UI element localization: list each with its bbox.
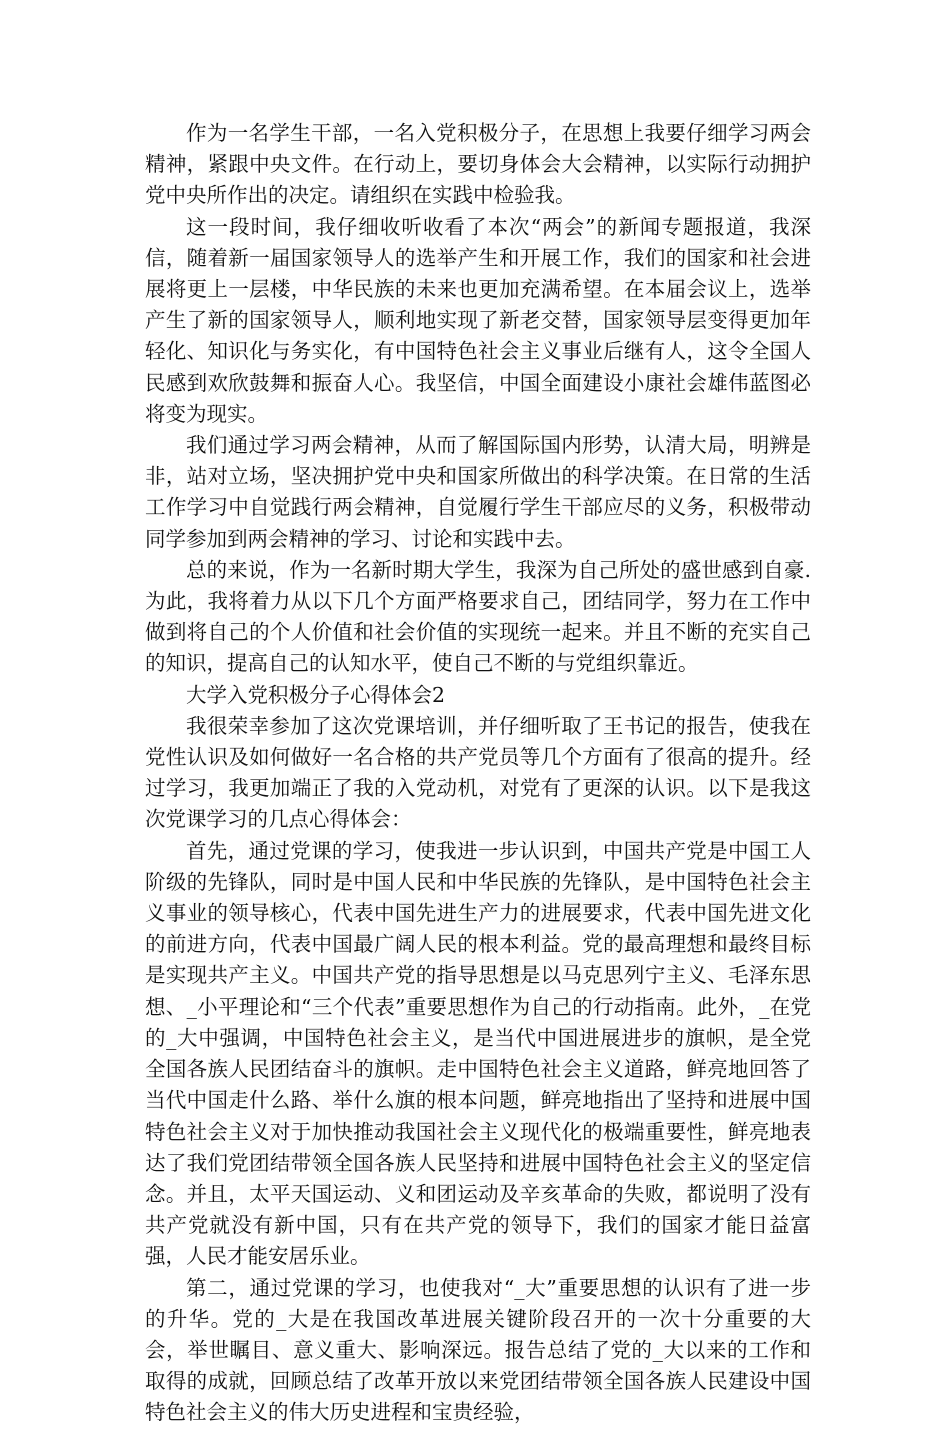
paragraph-2: 这一段时间，我仔细收听收看了本次“两会”的新闻专题报道，我深信，随着新一届国家领导人的选举产生和开展工作，我们的国家和社会进展将更上一层楼，中华民族的未来也更加充满希望。在本届会议上，选举产生了新的国家领导人，顺利地实现了新老交替，国家领导层变得更加年轻化、知识化与务实化，有中国特色社会主义事业后继有人，这令全国人民感到欢欣鼓舞和振奋人心。我坚信，中国全面建设小康社会雄伟蓝图必将变为现实。 xyxy=(145,214,811,426)
document-page xyxy=(145,118,811,1429)
paragraph-3: 我们通过学习两会精神，从而了解国际国内形势，认清大局，明辨是非，站对立场，坚决拥护党中央和国家所做出的科学决策。在日常的生活工作学习中自觉践行两会精神，自觉履行学生干部应尽的义务，积极带动同学参加到两会精神的学习、讨论和实践中去。 xyxy=(145,433,811,551)
paragraph-1: 作为一名学生干部，一名入党积极分子，在思想上我要仔细学习两会精神，紧跟中央文件。在行动上，要切身体会大会精神，以实际行动拥护党中央所作出的决定。请组织在实践中检验我。 xyxy=(145,121,811,208)
paragraph-5: 我很荣幸参加了这次党课培训，并仔细听取了王书记的报告，使我在党性认识及如何做好一名合格的共产党员等几个方面有了很高的提升。经过学习，我更加端正了我的入党动机，对党有了更深的认识。以下是我这次党课学习的几点心得体会： xyxy=(145,713,811,832)
paragraph-7: 第二，通过党课的学习，也使我对“_大”重要思想的认识有了进一步的升华。党的_大是在我国改革进展关键阶段召开的一次十分重要的大会，举世瞩目、意义重大、影响深远。报告总结了党的_大以来的工作和取得的成就，回顾总结了改革开放以来党团结带领全国各族人民建设中国特色社会主义的伟大历史进程和宝贵经验， xyxy=(145,1275,811,1425)
section-heading: 大学入党积极分子心得体会2 xyxy=(186,682,446,707)
paragraph-4: 总的来说，作为一名新时期大学生，我深为自己所处的盛世感到自豪.为此，我将着力从以下几个方面严格要求自己，团结同学，努力在工作中做到将自己的个人价值和社会价值的实现统一起来。并且不断的充实自己的知识，提高自己的认知水平，使自己不断的与党组织靠近。 xyxy=(145,557,811,676)
paragraph-6: 首先，通过党课的学习，使我进一步认识到，中国共产党是中国工人阶级的先锋队，同时是中国人民和中华民族的先锋队，是中国特色社会主义事业的领导核心，代表中国先进生产力的进展要求，代表中国先进文化的前进方向，代表中国最广阔人民的根本利益。党的最高理想和最终目标是实现共产主义。中国共产党的指导思想是以马克思列宁主义、毛泽东思想、_小平理论和“三个代表”重要思想作为自己的行动指南。此外，_在党的_大中强调，中国特色社会主义，是当代中国进展进步的旗帜，是全党全国各族人民团结奋斗的旗帜。走中国特色社会主义道路，鲜亮地回答了当代中国走什么路、举什么旗的根本问题，鲜亮地指出了坚持和进展中国特色社会主义对于加快推动我国社会主义现代化的极端重要性，鲜亮地表达了我们党团结带领全国各族人民坚持和进展中国特色社会主义的坚定信念。并且，太平天国运动、义和团运动及辛亥革命的失败，都说明了没有共产党就没有新中国，只有在共产党的领导下，我们的国家才能日益富强，人民才能安居乐业。 xyxy=(145,838,811,1269)
